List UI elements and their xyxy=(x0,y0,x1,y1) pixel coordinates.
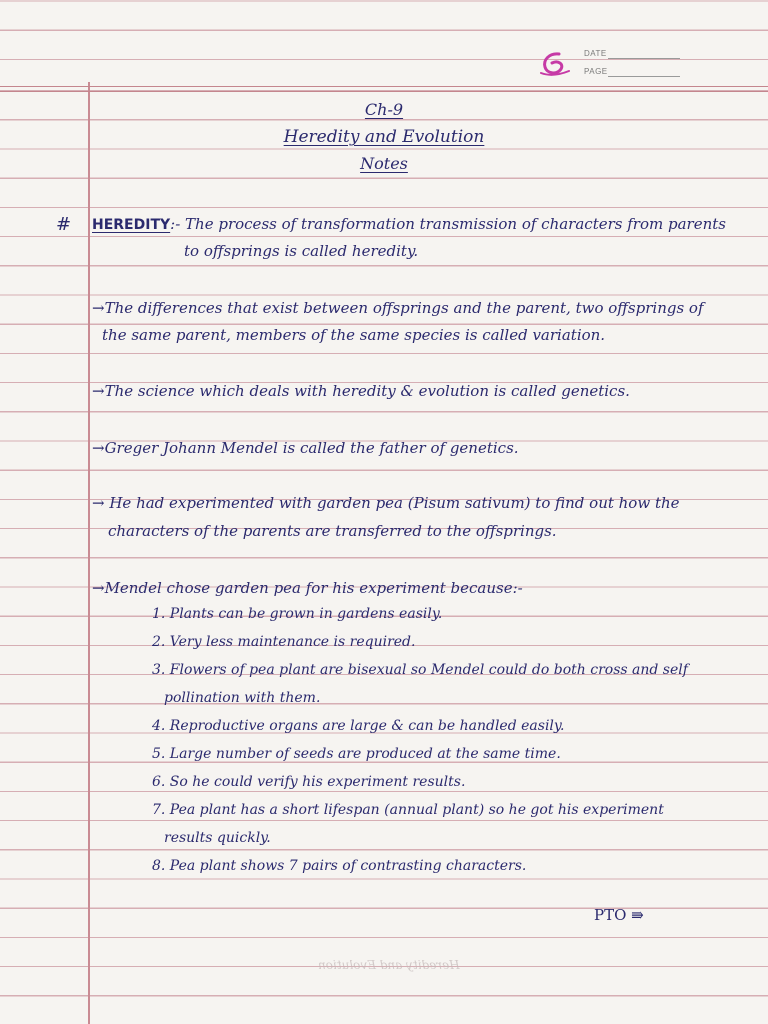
date-field-line xyxy=(608,58,680,59)
reason-8: 8. Pea plant shows 7 pairs of contrasting characters. xyxy=(152,858,527,874)
pto-note: PTO ⇛ xyxy=(594,906,644,924)
reason-1: 1. Plants can be grown in gardens easily. xyxy=(152,606,443,622)
heredity-definition-line-2: to offsprings is called heredity. xyxy=(184,242,419,260)
reason-6: 6. So he could verify his experiment results. xyxy=(152,774,466,790)
reason-7-line-1: 7. Pea plant has a short lifespan (annual plant) so he got his experiment xyxy=(152,802,664,818)
chapter-title: Heredity and Evolution xyxy=(283,127,485,147)
reasons-intro: →Mendel chose garden pea for his experiment because:- xyxy=(92,579,523,597)
notes-heading: Notes xyxy=(360,154,408,173)
date-label: DATE xyxy=(584,49,607,58)
reason-5: 5. Large number of seeds are produced at the same time. xyxy=(152,746,561,762)
variation-line-1: →The differences that exist between offsprings and the parent, two offsprings of xyxy=(92,299,704,317)
experiment-line-1: → He had experimented with garden pea (Pisum sativum) to find out how the xyxy=(92,494,680,512)
reason-7-line-2: results quickly. xyxy=(164,830,271,846)
reason-2: 2. Very less maintenance is required. xyxy=(152,634,416,650)
page-label: PAGE xyxy=(584,67,608,76)
heredity-definition-line-1 xyxy=(92,214,726,235)
reason-3-line-2: pollination with them. xyxy=(164,690,321,706)
reason-4: 4. Reproductive organs are large & can be handled easily. xyxy=(152,718,565,734)
heredity-text-1: :- The process of transformation transmission of characters from parents xyxy=(170,215,726,233)
chapter-heading: Ch-9 xyxy=(364,100,404,119)
variation-line-2: the same parent, members of the same species is called variation. xyxy=(102,326,606,344)
page-field-line xyxy=(608,76,680,77)
genetics-definition: →The science which deals with heredity & evolution is called genetics. xyxy=(92,382,630,400)
mendel-father-statement: →Greger Johann Mendel is called the father of genetics. xyxy=(92,439,519,457)
section-bullet: # xyxy=(56,214,72,235)
notebook-brand-logo xyxy=(537,51,571,77)
reason-3-line-1: 3. Flowers of pea plant are bisexual so Mendel could do both cross and self xyxy=(152,662,688,678)
bleed-through-text: Heredity and Evolution xyxy=(318,958,460,972)
experiment-line-2: characters of the parents are transferred to the offsprings. xyxy=(108,522,557,540)
heredity-term: HEREDITY xyxy=(92,217,171,233)
